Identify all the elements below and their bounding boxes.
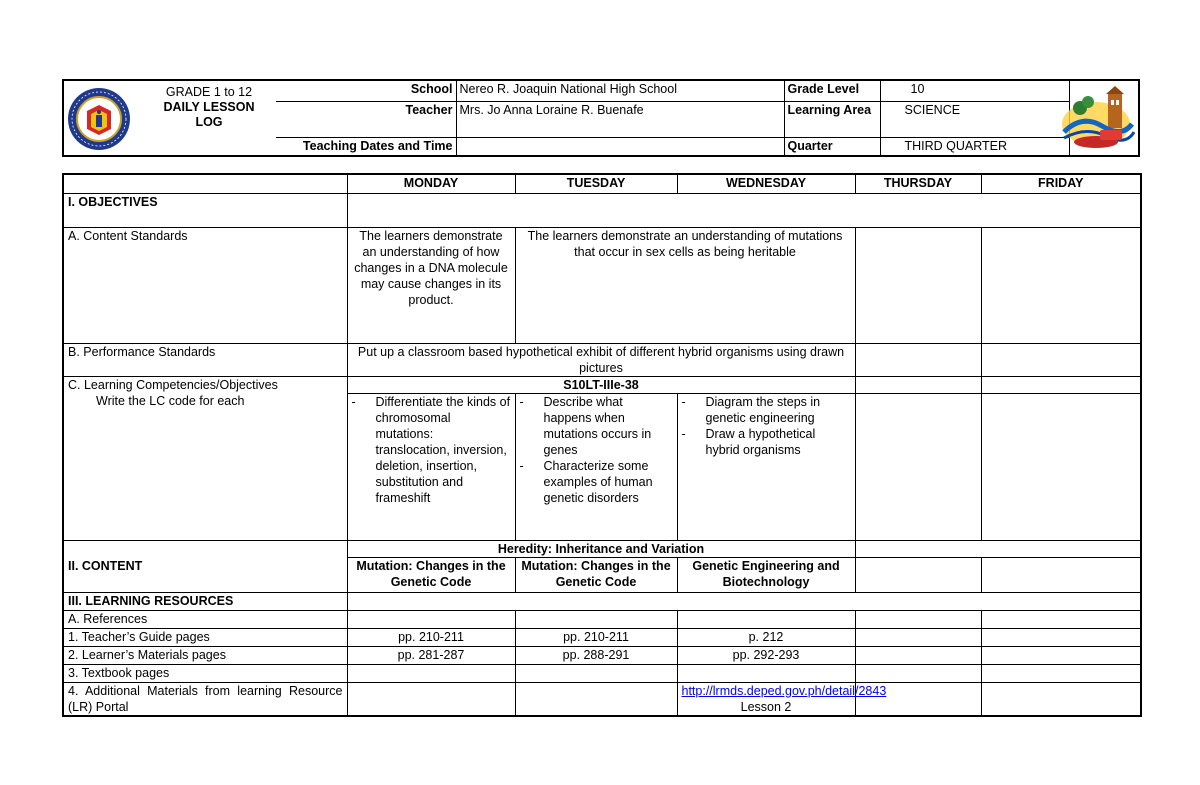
objectives-blank [347,193,1141,227]
competencies-wednesday [677,393,855,540]
header-info-table [276,81,1070,155]
teachers-guide-monday: pp. 210-211 [347,628,515,646]
blank-header-cell [63,174,347,193]
quarter-label: Quarter [784,137,880,155]
lr-portal-link[interactable]: http://lrmds.deped.gov.ph/detail/2843 [681,683,887,698]
textbook-pages-label: 3. Textbook pages [63,664,347,682]
learning-area-value: SCIENCE [880,101,1069,137]
day-header-friday: FRIDAY [981,174,1141,193]
textbook-pages-thursday [855,664,981,682]
textbook-pages-tuesday [515,664,677,682]
content-theme: Heredity: Inheritance and Variation [347,540,855,557]
competencies-monday [347,393,515,540]
additional-materials-friday [981,682,1141,716]
lc-code-friday [981,376,1141,393]
performance-standards-label: B. Performance Standards [63,343,347,376]
competencies-label-line2: Write the LC code for each [96,393,245,408]
lr-link-suffix: Lesson 2 [740,699,792,714]
list-item: - Describe what happens when mutations occurs in genes [520,394,673,458]
day-header-thursday: THURSDAY [855,174,981,193]
learning-resources-blank [347,592,1141,610]
content-standards-tue-wed: The learners demonstrate an understanding of mutations that occur in sex cells as being heritable [515,227,855,343]
day-header-wednesday: WEDNESDAY [677,174,855,193]
textbook-pages-monday [347,664,515,682]
performance-standards-friday [981,343,1141,376]
content-standards-label: A. Content Standards [63,227,347,343]
references-thursday [855,610,981,628]
textbook-pages-friday [981,664,1141,682]
school-emblem-icon [1056,86,1136,152]
competencies-tuesday [515,393,677,540]
section-content: II. CONTENT [63,540,347,592]
additional-materials-wednesday [677,682,887,716]
textbook-pages-wednesday [677,664,855,682]
content-standards-thursday [855,227,981,343]
competencies-label [63,376,347,540]
competencies-label-line1: C. Learning Competencies/Objectives [68,377,278,392]
teacher-value: Mrs. Jo Anna Loraine R. Buenafe [456,101,784,137]
performance-standards-value: Put up a classroom based hypothetical exhibit of different hybrid organisms using drawn pictures [347,343,855,376]
learning-area-label: Learning Area [784,101,880,137]
learners-materials-wednesday: pp. 292-293 [677,646,855,664]
teachers-guide-tuesday: pp. 210-211 [515,628,677,646]
content-wednesday: Genetic Engineering and Biotechnology [677,557,855,592]
content-monday: Mutation: Changes in the Genetic Code [347,557,515,592]
school-value: Nereo R. Joaquin National High School [456,81,784,101]
teachers-guide-wednesday: p. 212 [677,628,855,646]
quarter-value: THIRD QUARTER [880,137,1069,155]
learners-materials-label: 2. Learner’s Materials pages [63,646,347,664]
lc-code: S10LT-IIIe-38 [347,376,855,393]
log-title-line1: DAILY LESSON [163,100,255,114]
section-learning-resources: III. LEARNING RESOURCES [63,592,347,610]
section-objectives: I. OBJECTIVES [63,193,347,227]
list-item: - Characterize some examples of human genetic disorders [520,458,673,506]
additional-materials-tuesday [515,682,677,716]
competencies-friday [981,393,1141,540]
content-thursday [855,557,981,592]
list-item: - Draw a hypothetical hybrid organisms [682,426,851,458]
content-tuesday: Mutation: Changes in the Genetic Code [515,557,677,592]
content-standards-friday [981,227,1141,343]
log-title [144,85,274,130]
learners-materials-thursday [855,646,981,664]
learners-materials-friday [981,646,1141,664]
teachers-guide-label: 1. Teacher’s Guide pages [63,628,347,646]
grade-level-label: Grade Level [784,81,880,101]
performance-standards-thursday [855,343,981,376]
references-tuesday [515,610,677,628]
log-title-line2: LOG [195,115,223,129]
learners-materials-tuesday: pp. 288-291 [515,646,677,664]
daily-lesson-table [62,173,1142,717]
competencies-thursday [855,393,981,540]
teachers-guide-thursday [855,628,981,646]
list-item: - Differentiate the kinds of chromosomal mutations: translocation, inversion, deletion, insertion, substitution and frameshift [352,394,511,506]
school-label: School [276,81,456,101]
day-header-tuesday: TUESDAY [515,174,677,193]
teacher-label: Teacher [276,101,456,137]
grade-level-value: 10 [880,81,1069,101]
content-friday [981,557,1141,592]
additional-materials-monday [347,682,515,716]
teachers-guide-friday [981,628,1141,646]
additional-materials-label: 4. Additional Materials from learning Resource (LR) Portal [63,682,347,716]
content-standards-monday: The learners demonstrate an understanding of how changes in a DNA molecule may cause changes in its product. [347,227,515,343]
grade-range: GRADE 1 to 12 [165,85,253,99]
references-monday [347,610,515,628]
deped-seal-icon [67,87,131,151]
list-item: - Diagram the steps in genetic engineering [682,394,851,426]
references-friday [981,610,1141,628]
lesson-log-header [62,79,1140,157]
teaching-dates-value [456,137,784,155]
day-header-monday: MONDAY [347,174,515,193]
lc-code-thursday [855,376,981,393]
references-label: A. References [63,610,347,628]
learners-materials-monday: pp. 281-287 [347,646,515,664]
teaching-dates-label: Teaching Dates and Time [276,137,456,155]
content-theme-blank [855,540,1141,557]
references-wednesday [677,610,855,628]
